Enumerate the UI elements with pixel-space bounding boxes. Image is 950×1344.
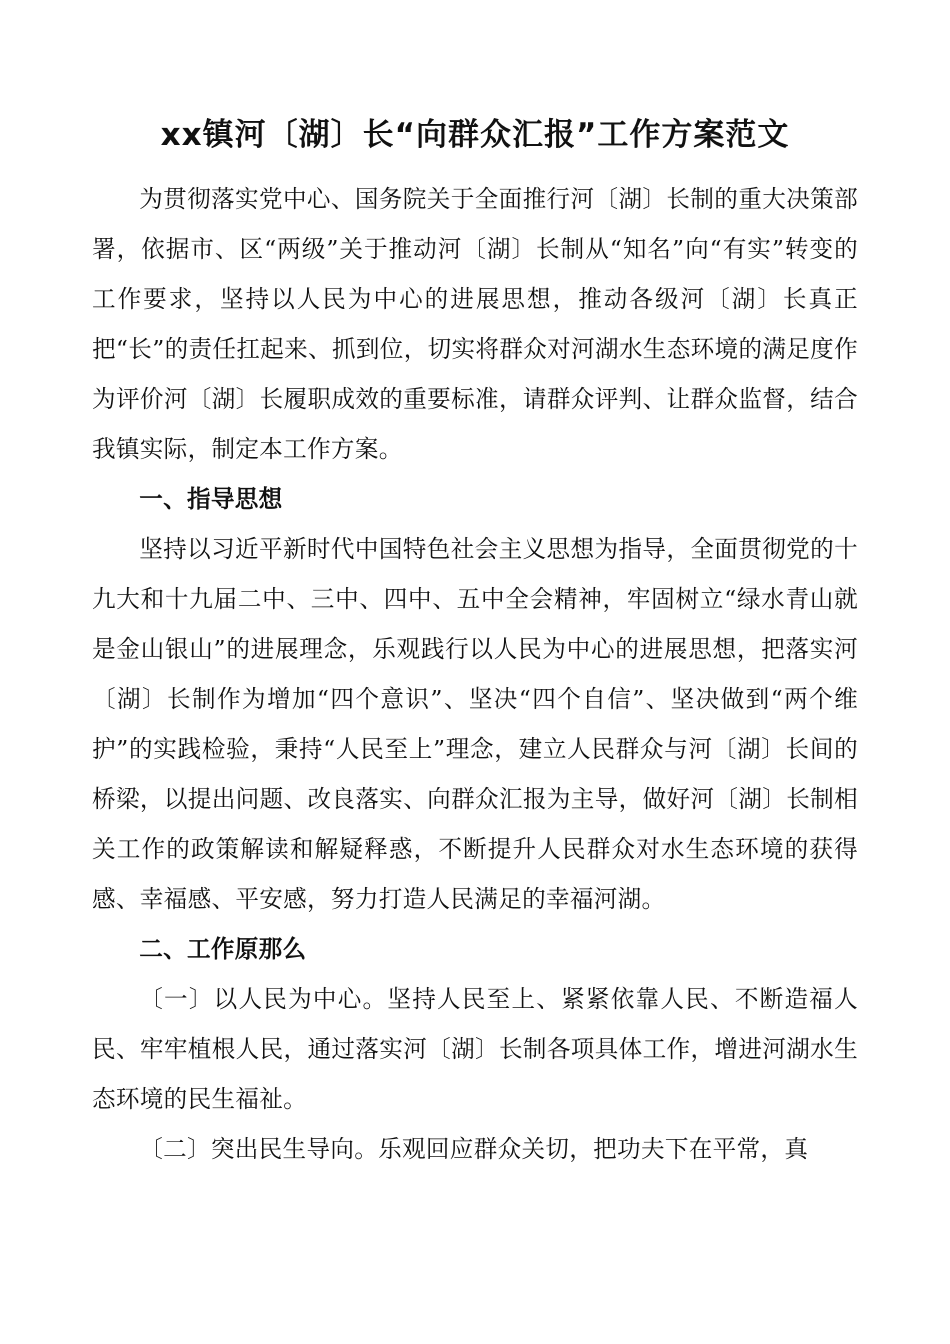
intro-paragraph: 为贯彻落实党中心、国务院关于全面推行河〔湖〕长制的重大决策部署，依据市、区“两级”关于推动河〔湖〕长制从“知名”向“有实”转变的工作要求，坚持以人民为中心的进展思想，推动各级河〔湖〕长真正把“长”的责任扛起来、抓到位，切实将群众对河湖水生态环境的满足度作为评价河〔湖〕长履职成效的重要标准，请群众评判、让群众监督，结合我镇实际，制定本工作方案。 <box>92 185 858 463</box>
principle-paragraph-1: 〔一〕以人民为中心。坚持人民至上、紧紧依靠人民、不断造福人民、牢牢植根人民，通过落实河〔湖〕长制各项具体工作，增进河湖水生态环境的民生福祉。 <box>92 985 858 1113</box>
document-body <box>92 174 858 1174</box>
section-heading-work-principles: 二、工作原那么 <box>139 935 307 963</box>
guiding-thought-paragraph: 坚持以习近平新时代中国特色社会主义思想为指导，全面贯彻党的十九大和十九届二中、三中、四中、五中全会精神，牢固树立“绿水青山就是金山银山”的进展理念，乐观践行以人民为中心的进展思想，把落实河〔湖〕长制作为增加“四个意识”、坚决“四个自信”、坚决做到“两个维护”的实践检验，秉持“人民至上”理念，建立人民群众与河〔湖〕长间的桥梁，以提出问题、改良落实、向群众汇报为主导，做好河〔湖〕长制相关工作的政策解读和解疑释惑，不断提升人民群众对水生态环境的获得感、幸福感、平安感，努力打造人民满足的幸福河湖。 <box>92 535 858 913</box>
principle-paragraph-2: 〔二〕突出民生导向。乐观回应群众关切，把功夫下在平常，真 <box>139 1135 809 1163</box>
section-heading-guiding-thought: 一、指导思想 <box>139 485 283 513</box>
document-title: xx镇河〔湖〕长“向群众汇报”工作方案范文 <box>160 117 790 153</box>
